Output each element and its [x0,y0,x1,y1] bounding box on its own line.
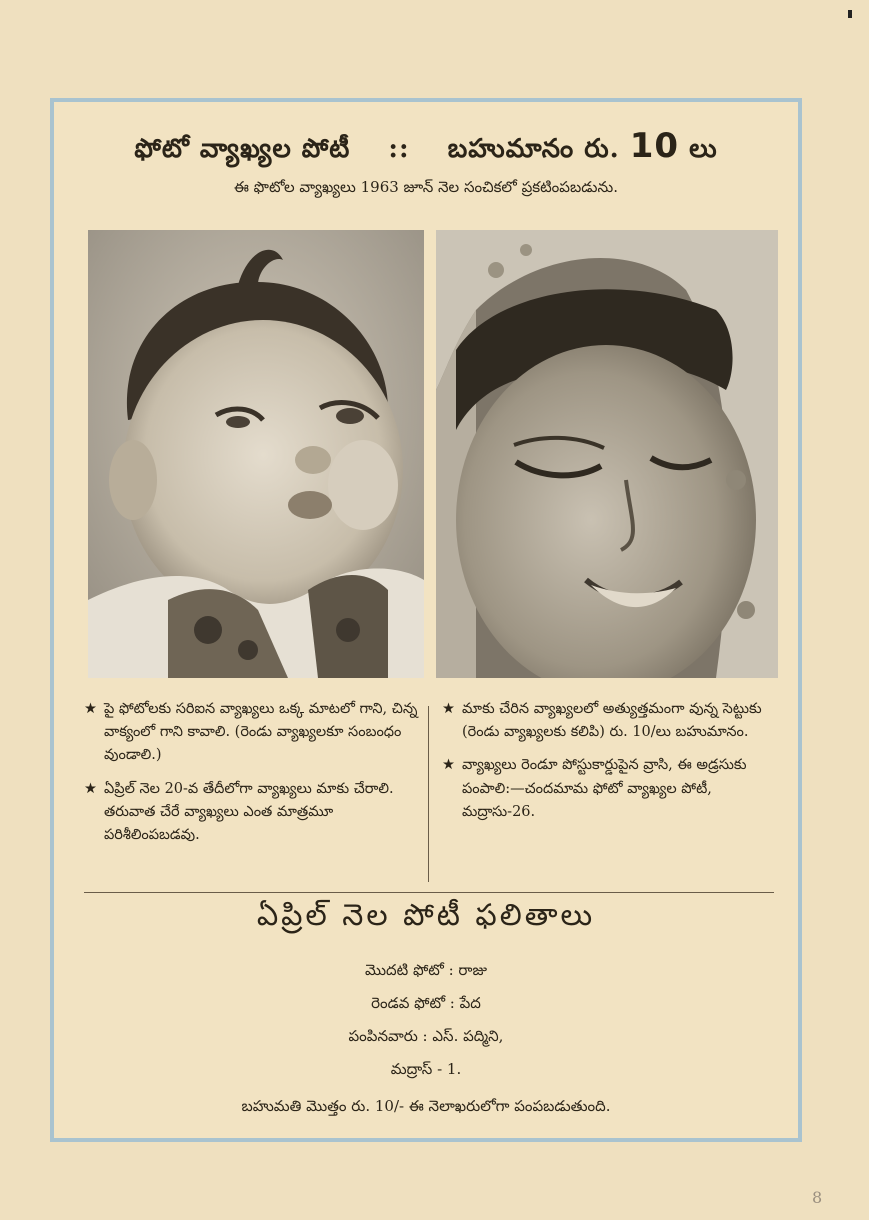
rule-item [442,754,782,824]
rule-text: పై ఫోటోలకు సరిఐన వ్యాఖ్యలు ఒక్క మాటలో గాని, చిన్న వాక్యంలో గాని కావాలి. (రెండు వ్యాఖ్యలకూ సంబంధం వుండాలి.) [104,701,418,764]
rules-right-column [442,698,782,834]
woman-photo-illustration [436,230,778,678]
rules-left-column [84,698,422,857]
column-divider [428,706,429,882]
contest-name: ఫోటో వ్యాఖ్యల పోటీ [134,134,351,164]
star-icon: ★ [84,701,97,717]
star-icon: ★ [442,701,455,717]
results-title: ఏప్రిల్ నెల పోటీ ఫలితాలు [256,898,596,933]
second-photo-result: రెండవ ఫోటో : పేద [371,994,481,1012]
woman-photo [436,230,778,678]
results-block [54,954,798,1123]
prize-note: బహుమతి మొత్తం రు. 10/- ఈ నెలాఖరులోగా పంపబడుతుంది. [241,1097,611,1115]
page-number: 8 [812,1188,823,1207]
prize-label: బహుమానం రు. [447,134,620,164]
rule-text: మాకు చేరిన వ్యాఖ్యలలో అత్యుత్తమంగా వున్న సెట్టుకు (రెండు వ్యాఖ్యలకు కలిపి) రు. 10/లు బహుమానం. [462,701,762,741]
winner-address: మద్రాస్ - 1. [390,1060,462,1078]
contest-title [54,126,798,170]
rule-text: ఏప్రిల్ నెల 20-వ తేదీలోగా వ్యాఖ్యలు మాకు చేరాలి. తరువాత చేరే వ్యాఖ్యలు ఎంత మాత్రమూ పరిశీలింపబడవు. [104,780,394,843]
baby-photo-illustration [88,230,424,678]
rule-item [442,698,782,744]
contest-frame [50,98,802,1142]
star-icon: ★ [442,757,455,774]
announcement-subtitle: ఈ ఫొటోల వ్యాఖ్యలు 1963 జూన్ నెల సంచికలో ప్రకటింపబడును. [234,178,618,196]
prize-suffix: లు [689,134,718,164]
first-photo-result: మొదటి ఫోటో : రాజు [364,961,487,979]
rule-text: వ్యాఖ్యలు రెండూ పోస్టుకార్డుపైన వ్రాసి, ఈ అడ్రసుకు పంపాలి:—చందమామ ఫోటో వ్యాఖ్యల పోటీ, మద్రాసు-26. [462,757,747,820]
section-divider [84,892,774,893]
title-separator: :: [388,134,410,164]
star-icon: ★ [84,780,97,797]
corner-mark [848,10,852,18]
rule-item [84,698,422,768]
winner-name: పంపినవారు : ఎస్. పద్మిని, [348,1027,504,1045]
baby-photo [88,230,424,678]
rule-item [84,778,422,848]
prize-amount: 10 [629,126,680,166]
